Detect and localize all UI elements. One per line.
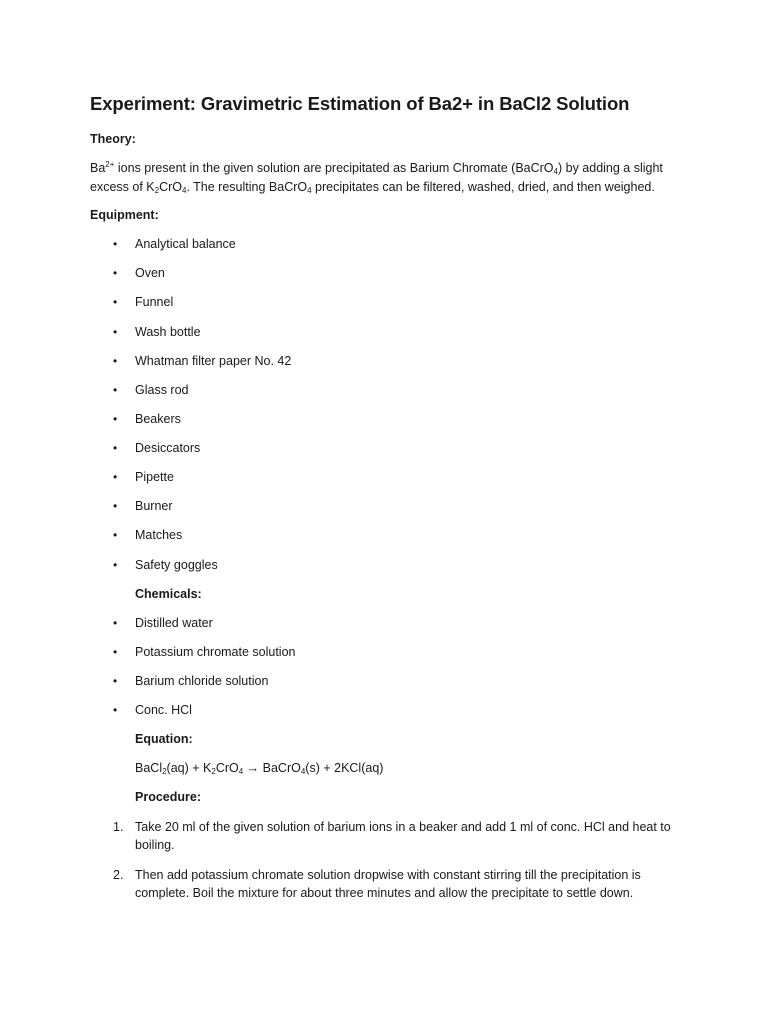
theory-heading: Theory: bbox=[90, 132, 136, 146]
list-item: Oven bbox=[135, 266, 165, 280]
list-item: Distilled water bbox=[135, 616, 213, 630]
list-item: Potassium chromate solution bbox=[135, 645, 296, 659]
bullet-icon: • bbox=[113, 470, 118, 484]
bullet-icon: • bbox=[113, 266, 118, 280]
step-number: 2. bbox=[113, 868, 124, 882]
list-item: Whatman filter paper No. 42 bbox=[135, 354, 292, 368]
document-title: Experiment: Gravimetric Estimation of Ba2+ in BaCl2 Solution bbox=[90, 93, 630, 114]
list-item: Pipette bbox=[135, 470, 174, 484]
list-item: Analytical balance bbox=[135, 237, 236, 251]
bullet-icon: • bbox=[113, 412, 118, 426]
bullet-icon: • bbox=[113, 558, 118, 572]
bullet-icon: • bbox=[113, 354, 118, 368]
list-item: Safety goggles bbox=[135, 558, 218, 572]
step-text-line: complete. Boil the mixture for about three minutes and allow the precipitate to settle down. bbox=[135, 886, 634, 900]
chemical-equation: BaCl$_2$(aq) + $K_2CrO_4$ → BaCrO$_4$(s) + 2KCl(aq) bbox=[135, 761, 384, 776]
list-item: Conc. HCl bbox=[135, 703, 192, 717]
reaction-arrow-icon: → bbox=[243, 761, 263, 775]
bullet-icon: • bbox=[113, 645, 118, 659]
equipment-heading: Equipment: bbox=[90, 208, 159, 222]
theory-line-2: excess of $K_2CrO_4$. The resulting BaCrO$_4$ precipitates can be filtered, washed, dried, and then weighed. bbox=[90, 180, 655, 195]
bullet-icon: • bbox=[113, 499, 118, 513]
bullet-icon: • bbox=[113, 295, 118, 309]
bullet-icon: • bbox=[113, 237, 118, 251]
equation-heading: Equation: bbox=[135, 732, 193, 746]
step-number: 1. bbox=[113, 820, 124, 834]
step-text-line: Take 20 ml of the given solution of barium ions in a beaker and add 1 ml of conc. HCl and heat to bbox=[135, 820, 671, 834]
list-item: Barium chloride solution bbox=[135, 674, 269, 688]
list-item: Glass rod bbox=[135, 383, 189, 397]
step-text-line: boiling. bbox=[135, 838, 175, 852]
bullet-icon: • bbox=[113, 703, 118, 717]
theory-line-1: $Ba^{2+}$ ions present in the given solution are precipitated as Barium Chromate (BaCrO$_4$) by adding a slight bbox=[90, 160, 663, 176]
list-item: Desiccators bbox=[135, 441, 201, 455]
list-item: Burner bbox=[135, 499, 173, 513]
list-item: Matches bbox=[135, 528, 183, 542]
chemicals-heading: Chemicals: bbox=[135, 587, 202, 601]
list-item: Beakers bbox=[135, 412, 181, 426]
procedure-heading: Procedure: bbox=[135, 790, 201, 804]
list-item: Wash bottle bbox=[135, 325, 201, 339]
bullet-icon: • bbox=[113, 441, 118, 455]
step-text-line: Then add potassium chromate solution dropwise with constant stirring till the precipitation is bbox=[135, 868, 641, 882]
bullet-icon: • bbox=[113, 383, 118, 397]
bullet-icon: • bbox=[113, 616, 118, 630]
bullet-icon: • bbox=[113, 674, 118, 688]
bullet-icon: • bbox=[113, 325, 118, 339]
bullet-icon: • bbox=[113, 528, 118, 542]
list-item: Funnel bbox=[135, 295, 174, 309]
